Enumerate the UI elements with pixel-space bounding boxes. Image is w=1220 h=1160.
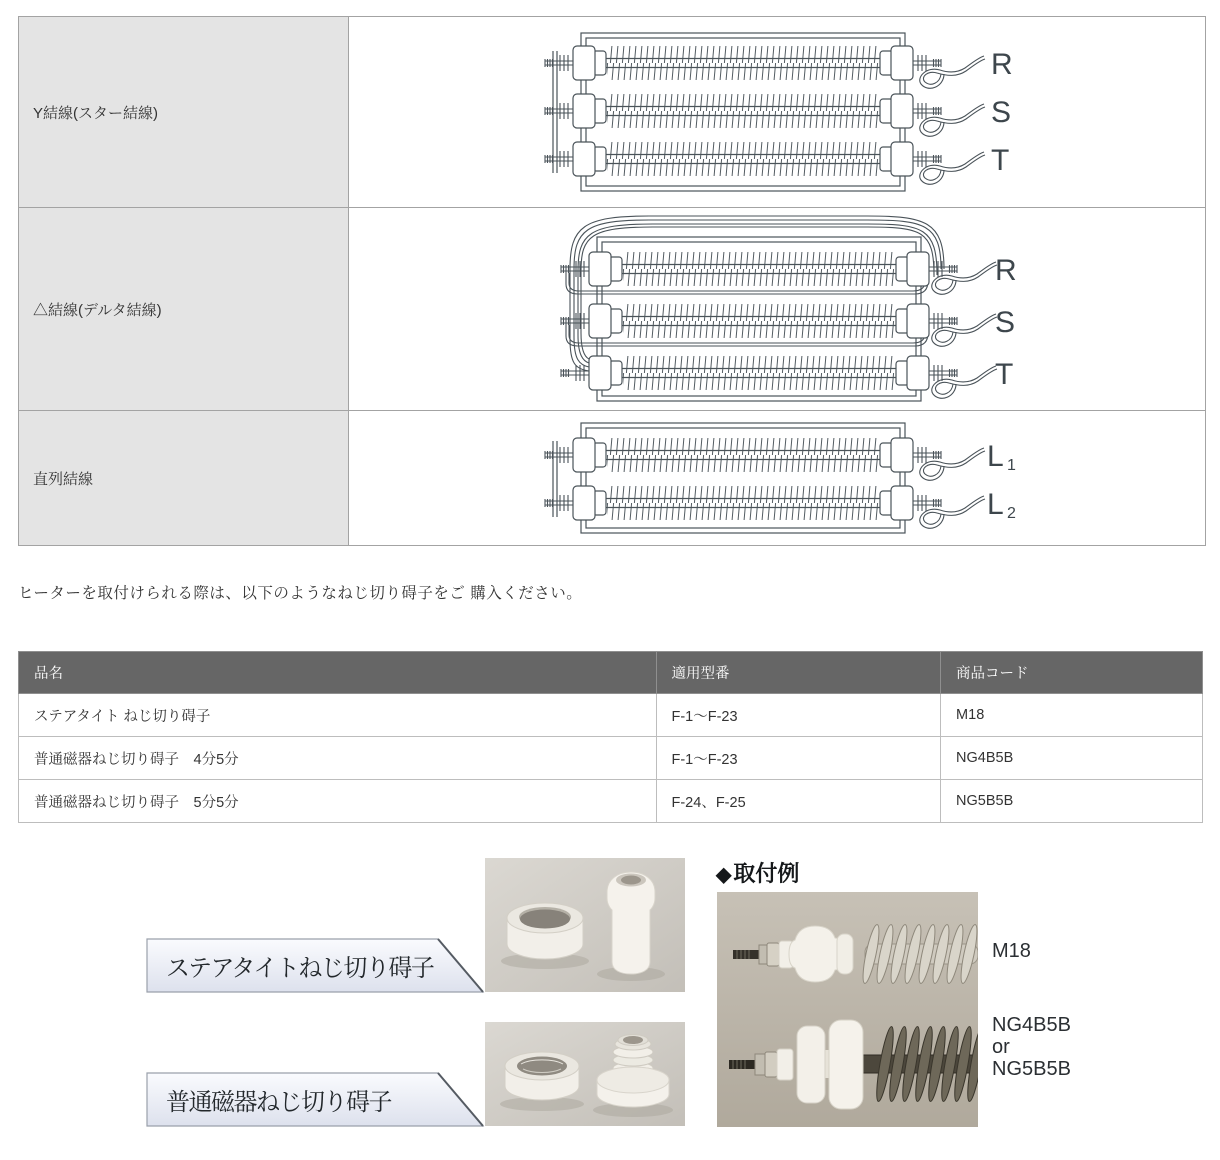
purchase-note-text: ヒーターを取付けられる際は、以下のようなねじ切り碍子をご 購入ください。: [18, 585, 583, 602]
row-label-star-connection: Y結線(スター結線): [19, 17, 349, 207]
insulator-product-table: [18, 651, 1203, 823]
column-header-product-code: 商品コード: [941, 652, 1203, 694]
cell-product-code: NG5B5B: [941, 780, 1203, 823]
cell-product-code: M18: [941, 694, 1203, 737]
terminal-label-l2-base: L: [987, 488, 1004, 521]
porcelain-insulator-label: 普通磁器ねじ切り碍子: [166, 1089, 391, 1116]
cell-applicable-model: F-1～F-23: [656, 737, 941, 780]
column-header-applicable-model: 適用型番: [656, 652, 941, 694]
cell-product-name: 普通磁器ねじ切り碍子 4分5分: [19, 737, 657, 780]
mounting-label-m18: M18: [992, 940, 1031, 962]
porcelain-insulator-ribbon: [146, 1072, 486, 1128]
cell-product-name: 普通磁器ねじ切り碍子 5分5分: [19, 780, 657, 823]
delta-connection-cell: [349, 208, 1205, 410]
delta-connection-diagram: [537, 211, 1017, 407]
mounting-example-heading: [716, 857, 799, 888]
mounting-label-or: or: [992, 1036, 1010, 1058]
row-label-delta-connection: △結線(デルタ結線): [19, 208, 349, 410]
table-row: [19, 207, 1205, 410]
terminal-label-l1-base: L: [987, 440, 1004, 473]
mounting-label-ng: [992, 1014, 1071, 1080]
cell-applicable-model: F-1～F-23: [656, 694, 941, 737]
table-row: [19, 737, 1203, 780]
cell-product-code: NG4B5B: [941, 737, 1203, 780]
column-header-product-name: 品名: [19, 652, 657, 694]
terminal-label-l2-sub: 2: [1007, 505, 1016, 522]
porcelain-insulator-photo: [485, 1022, 685, 1126]
mounting-example-title: 取付例: [733, 861, 800, 886]
table-row: [19, 694, 1203, 737]
terminal-label-s: S: [991, 96, 1012, 129]
steatite-insulator-photo: [485, 858, 685, 992]
terminal-label-t: T: [991, 144, 1010, 177]
cell-product-name: ステアタイト ねじ切り碍子: [19, 694, 657, 737]
table-row: [19, 780, 1203, 823]
mounting-label-ng5b5b: NG5B5B: [992, 1058, 1071, 1080]
diamond-icon: ◆: [716, 864, 732, 886]
terminal-label-s: S: [995, 306, 1016, 339]
terminal-label-r: R: [995, 254, 1017, 287]
series-connection-diagram: [537, 415, 1017, 541]
cell-applicable-model: F-24、F-25: [656, 780, 941, 823]
steatite-insulator-label: ステアタイトねじ切り碍子: [166, 955, 434, 982]
terminal-label-l1-sub: 1: [1007, 457, 1016, 474]
star-connection-diagram: [537, 23, 1017, 201]
series-connection-cell: [349, 411, 1205, 545]
row-label-series-connection: 直列結線: [19, 411, 349, 545]
table-row: [19, 17, 1205, 207]
star-connection-cell: [349, 17, 1205, 207]
terminal-label-t: T: [995, 358, 1014, 391]
wiring-connection-table: [18, 16, 1206, 546]
table-row: [19, 410, 1205, 545]
steatite-insulator-ribbon: [146, 938, 486, 994]
terminal-label-r: R: [991, 48, 1013, 81]
mounting-label-ng4b5b: NG4B5B: [992, 1014, 1071, 1036]
mounting-example-photo: [717, 892, 978, 1127]
table-header-row: [19, 652, 1203, 694]
